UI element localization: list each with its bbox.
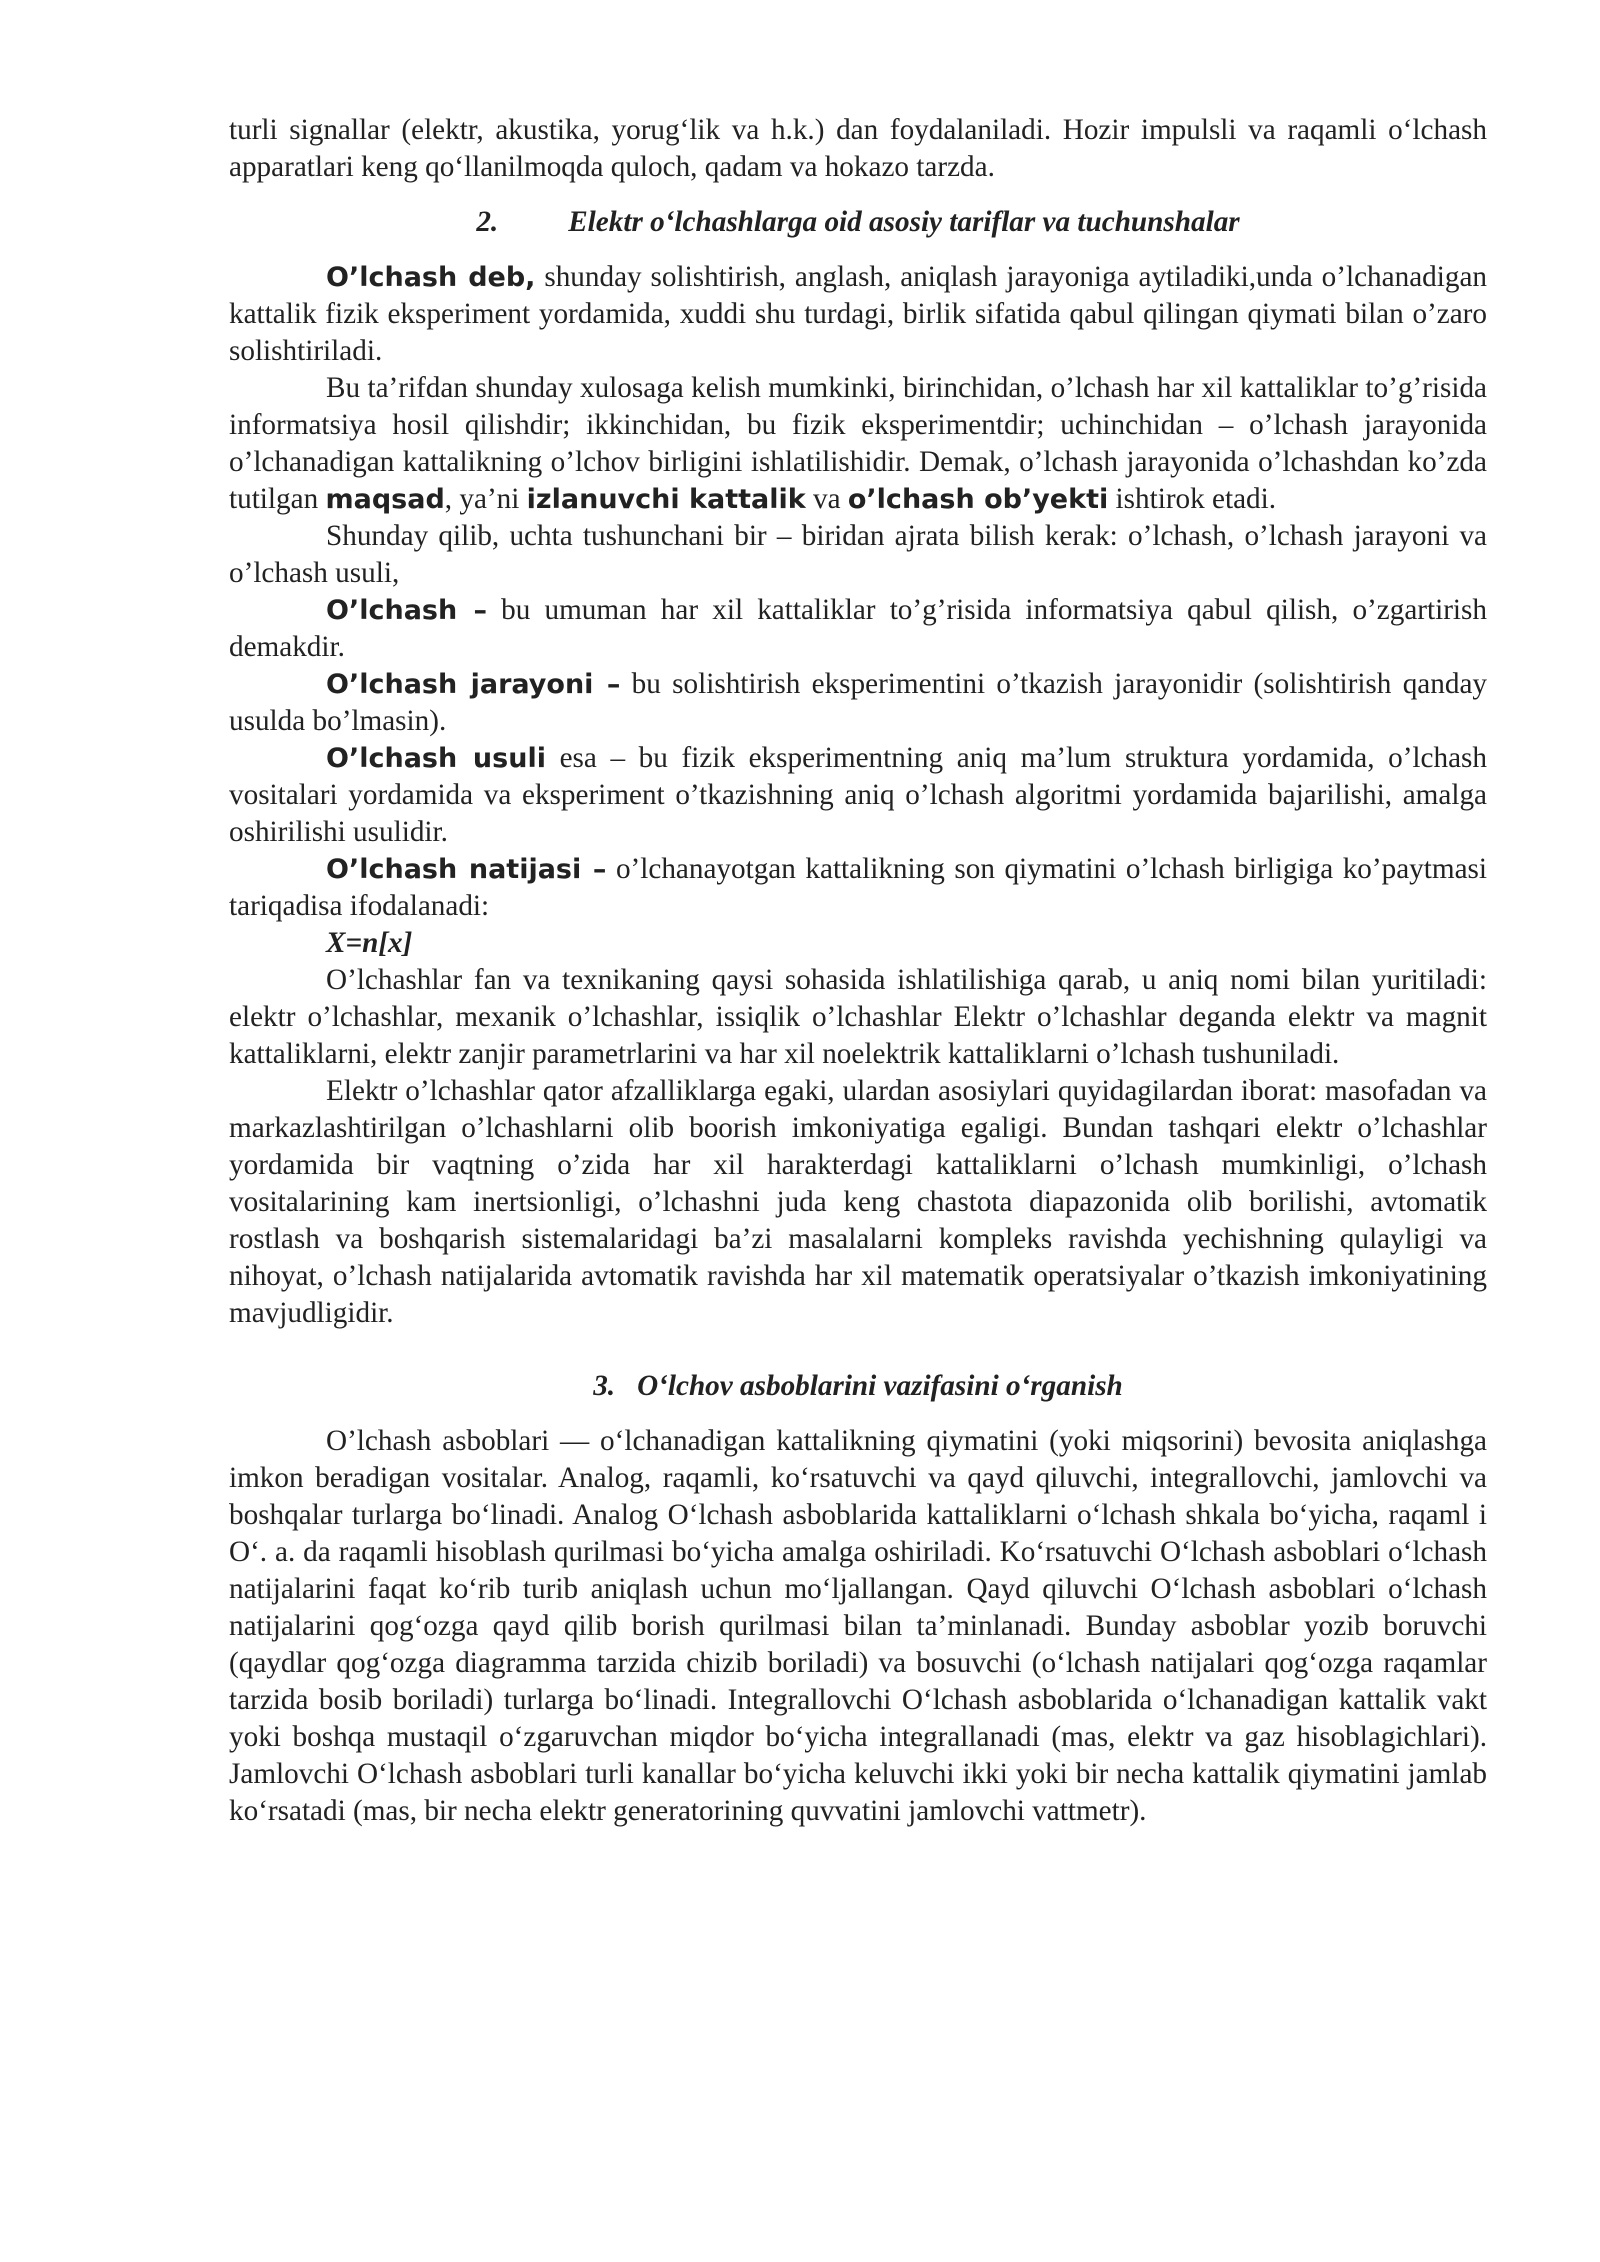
conclusion-text-1: Bu ta’rifdan shunday xulosaga kelish mumkinki, birinchidan, o’lchash har xil kattaliklar to’g’risida informatsiya hosil qilishdir; ikkinchidan, bu fizik eksperimentdir; uchinchidan – o’lchash jarayonida o’lchanadigan kattalikning o’lchov birligini ishlatilishidir. Demak, o’lchash jarayonida o’lchashdan ko’zda tutilgan xyxy=(229,372,1487,515)
definition-term: O’lchash deb, xyxy=(326,262,536,293)
term-measurement-object: o’lchash ob’yekti xyxy=(847,484,1109,515)
section-3-title: O‘lchov asboblarini vazifasini o‘rganish xyxy=(637,1370,1123,1402)
instruments-paragraph: O’lchash asboblari — o‘lchanadigan kattalikning qiymatini (yoki miqsorini) bevosita aniqlashga imkon beradigan vositalar. Analog, raqamli, ko‘rsatuvchi va qayd qiluvchi, integrallovchi, jamlovchi va boshqalar turlarga bo‘linadi. Analog O‘lchash asboblarida kattaliklarni o‘lchash shkala bo‘yicha, raqaml i O‘. a. da raqamli hisoblash qurilmasi bo‘yicha amalga oshiriladi. Ko‘rsatuvchi O‘lchash asboblari o‘lchash natijalarini faqat ko‘rib turib aniqlash uchun mo‘ljallangan. Qayd qiluvchi O‘lchash asboblari o‘lchash natijalarini qog‘ozga qayd qilib borish qurilmasi bilan ta’minlanadi. Bunday asboblar yozib boruvchi (qaydlar qog‘ozga diagramma tarzida chizib boriladi) va bosuvchi (o‘lchash natijalari qog‘ozga raqamlar tarzida bosib boriladi) turlarga bo‘linadi. Integrallovchi O‘lchash asboblarida o‘lchanadigan kattalik vakt yoki boshqa mustaqil o‘zgaruvchan miqdor bo‘yicha integrallanadi (mas, elektr va gaz hisoblagichlari). Jamlovchi O‘lchash asboblari turli kanallar bo‘yicha keluvchi ikki yoki bir necha kattalik qiymatini jamlab ko‘rsatadi (mas, bir necha elektr generatorining quvvatini jamlovchi vattmetr). xyxy=(229,1425,1487,1827)
fields-paragraph: O’lchashlar fan va texnikaning qaysi sohasida ishlatilishiga qarab, u aniq nomi bilan yuritiladi: elektr o’lchashlar, mexanik o’lchashlar, issiqlik o’lchashlar Elektr o’lchashlar deganda elektr va magnit kattaliklarni, elektr zanjir parametrlarini va har xil noelektrik kattaliklarni o’lchash tushuniladi. xyxy=(229,964,1487,1070)
formula: X=n[x] xyxy=(326,927,413,959)
section-2-number: 2. xyxy=(476,206,499,238)
intro-paragraph: turli signallar (elektr, akustika, yorug‘lik va h.k.) dan foydalaniladi. Hozir impulsli va raqamli o‘lchash apparatlari keng qo‘llanilmoqda quloch, qadam va hokazo tarzda. xyxy=(229,114,1487,183)
definition-term: O’lchash – xyxy=(326,595,487,626)
section-2-title: Elektr o‘lchashlarga oid asosiy tariflar va tuchunshalar xyxy=(568,206,1240,238)
term-sought-quantity: izlanuvchi kattalik xyxy=(526,484,806,515)
advantages-paragraph: Elektr o’lchashlar qator afzalliklarga egaki, ulardan asosiylari quyidagilardan iborat: masofadan va markazlashtirilgan o’lchashlarni olib boorish imkoniyatiga egaligi. Bundan tashqari elektr o’lchashlar yordamida bir vaqtning o’zida har xil harakterdagi kattaliklarni o’lchash mumkinligi, o’lchash vositalarining kam inertsionligi, o’lchashni juda keng chastota diapazonida olib borilishi, avtomatik rostlash va boshqarish sistemalaridagi ba’zi masalalarni kompleks ravishda yechishning qulayligi va nihoyat, o’lchash natijalarida avtomatik ravishda har xil matematik operatsiyalar o’tkazish imkoniyatining mavjudligidir. xyxy=(229,1075,1487,1329)
definition-text: bu umuman har xil kattaliklar to’g’risida informatsiya qabul qilish, o’zgartirish demakdir. xyxy=(229,594,1487,663)
concepts-paragraph: Shunday qilib, uchta tushunchani bir – biridan ajrata bilish kerak: o’lchash, o’lchash jarayoni va o’lchash usuli, xyxy=(229,520,1487,589)
definition-olchash xyxy=(229,592,1487,666)
term-goal: maqsad xyxy=(325,484,445,515)
definition-text: shunday solishtirish, anglash, aniqlash jarayoniga aytiladiki,unda o’lchanadigan kattalik fizik eksperiment yordamida, xuddi shu turdagi, birlik sifatida qabul qilingan qiymati bilan o’zaro solishtiriladi. xyxy=(229,261,1487,367)
document-page xyxy=(229,112,1487,1830)
section-3-number: 3. xyxy=(593,1370,616,1402)
conclusion-text-4: ishtirok etadi. xyxy=(1108,483,1277,515)
definition-text: bu solishtirish eksperimentini o’tkazish jarayonidir (solishtirish qanday usulda bo’lmasin). xyxy=(229,668,1487,737)
definition-text: esa – bu fizik eksperimentning aniq ma’lum struktura yordamida, o’lchash vositalari yordamida va eksperiment o’tkazishning aniq o’lchash algoritmi yordamida bajarilishi, amalga oshirilishi usulidir. xyxy=(229,742,1487,848)
section-3-heading xyxy=(229,1368,1487,1405)
definition-usul xyxy=(229,740,1487,851)
conclusion-text-2: , ya’ni xyxy=(444,483,527,515)
conclusion-text-3: va xyxy=(805,483,848,515)
definition-natija xyxy=(229,851,1487,925)
definition-jarayon xyxy=(229,666,1487,740)
definition-term: O’lchash jarayoni – xyxy=(326,669,621,700)
definition-term: O’lchash natijasi – xyxy=(326,854,607,885)
conclusion-paragraph xyxy=(229,370,1487,518)
definition-term: O’lchash usuli xyxy=(326,743,546,774)
definition-text: o’lchanayotgan kattalikning son qiymatini o’lchash birligiga ko’paytmasi tariqadisa ifodalanadi: xyxy=(229,853,1488,922)
definition-measurement xyxy=(229,259,1487,370)
section-2-heading xyxy=(229,204,1487,241)
